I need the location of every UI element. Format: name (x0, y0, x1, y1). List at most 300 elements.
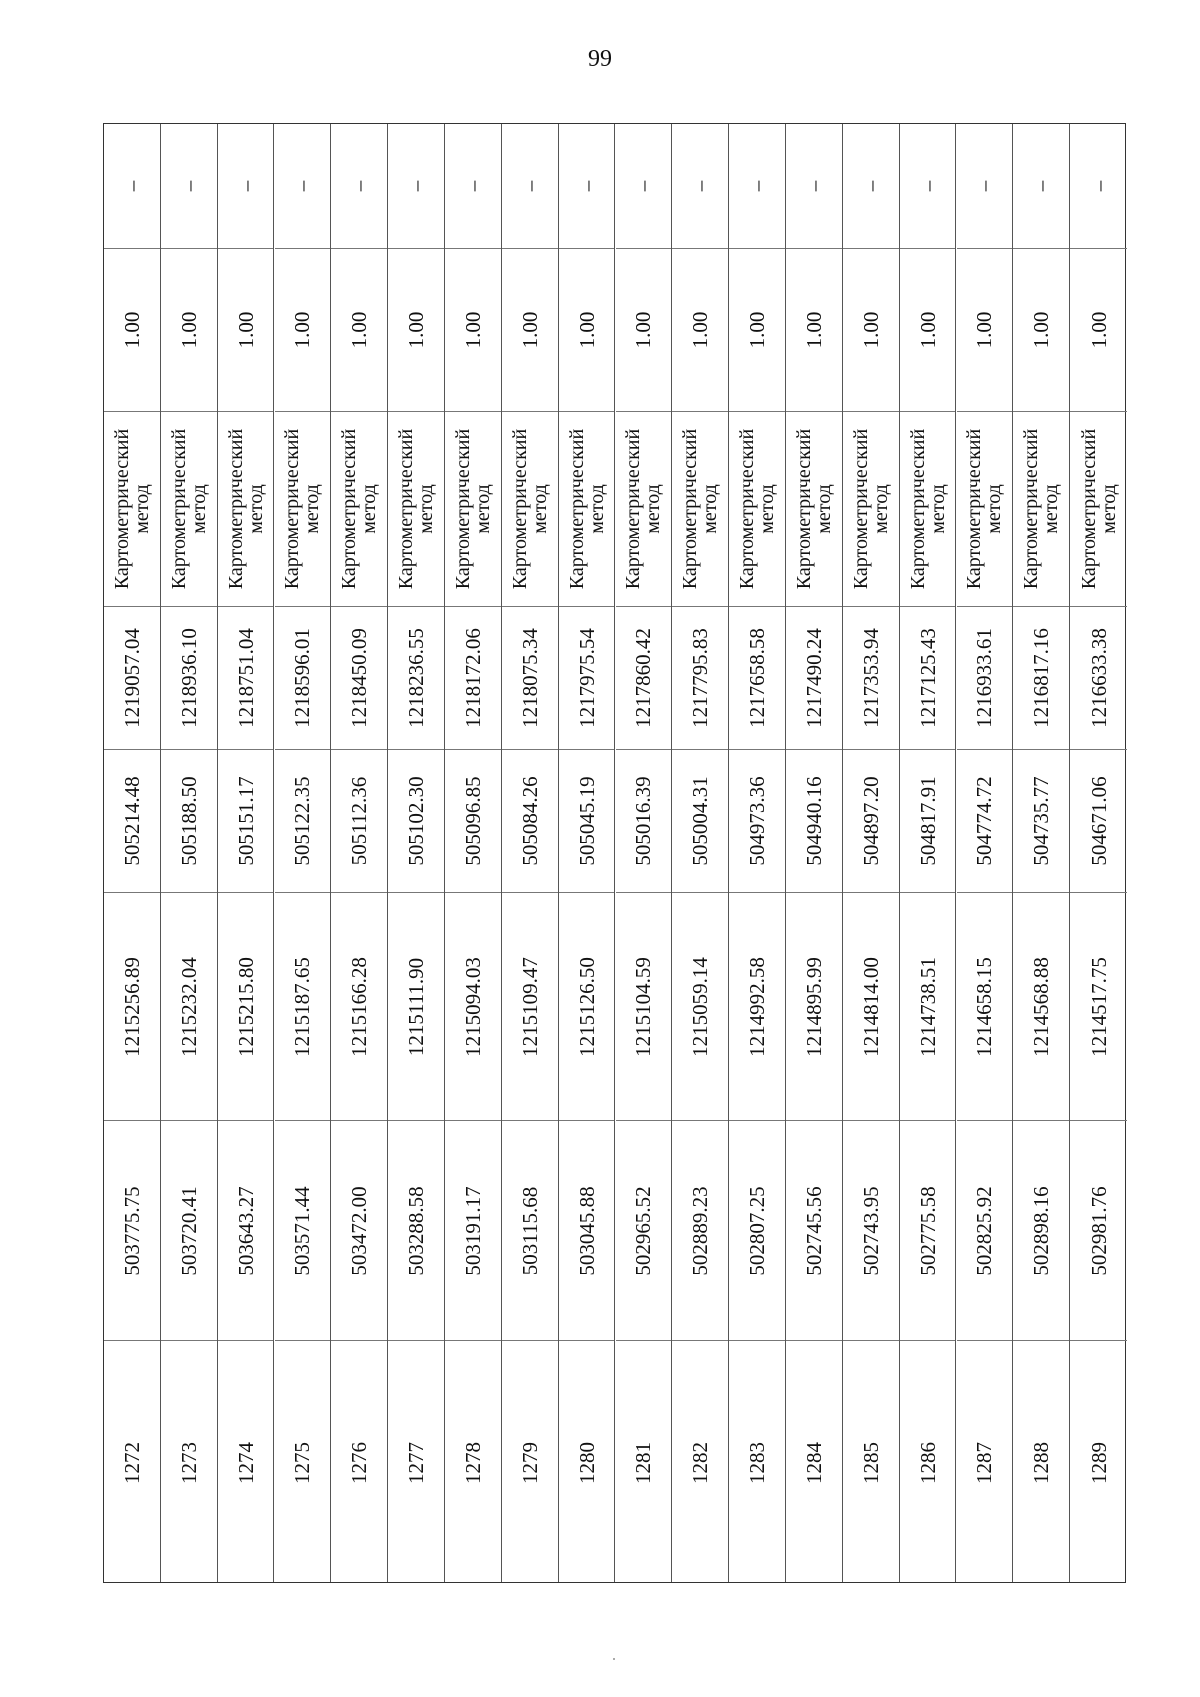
method-text (1021, 429, 1061, 589)
cell-x1-text: 503720.41 (176, 1185, 201, 1276)
cell-point-id-text: 1287 (972, 1441, 997, 1484)
cell-point-id-text: 1286 (915, 1441, 940, 1484)
cell-note (275, 124, 331, 249)
cell-point-id-text: 1273 (176, 1441, 201, 1484)
cell-x1 (1013, 1121, 1069, 1341)
cell-y2-text: 1216933.61 (972, 628, 997, 728)
coordinates-table (103, 123, 1126, 1583)
cell-x2 (502, 750, 558, 893)
cell-accuracy (1070, 249, 1127, 412)
note-dash: – (915, 180, 940, 192)
cell-method (161, 412, 217, 607)
method-text (964, 429, 1004, 589)
cell-method (275, 412, 331, 607)
method-text (339, 429, 379, 589)
cell-x1-text: 502743.95 (858, 1185, 883, 1276)
cell-x1-text: 503472.00 (347, 1185, 372, 1276)
table-row (843, 124, 900, 1582)
method-line-2: метод (983, 484, 1006, 534)
cell-x1-text: 502965.52 (631, 1185, 656, 1276)
note-dash: – (347, 180, 372, 192)
cell-y2-text: 1218936.10 (176, 628, 201, 728)
cell-x1-text: 502775.58 (915, 1185, 940, 1276)
cell-accuracy-text: 1.00 (858, 311, 883, 349)
cell-x2 (957, 750, 1013, 893)
cell-accuracy-text: 1.00 (915, 311, 940, 349)
cell-accuracy-text: 1.00 (801, 311, 826, 349)
table-row (445, 124, 502, 1582)
cell-method (729, 412, 785, 607)
cell-accuracy (218, 249, 274, 412)
table-row (900, 124, 957, 1582)
cell-y2 (900, 607, 956, 750)
note-dash: – (460, 180, 485, 192)
note-dash: – (290, 180, 315, 192)
cell-x1 (445, 1121, 501, 1341)
cell-point-id (331, 1341, 387, 1584)
cell-x2-text: 504735.77 (1029, 776, 1054, 866)
cell-x2-text: 505151.17 (233, 776, 258, 866)
cell-point-id (445, 1341, 501, 1584)
method-line-1: Картометрический (338, 428, 361, 590)
method-line-2: метод (415, 484, 438, 534)
cell-point-id (843, 1341, 899, 1584)
cell-x1 (729, 1121, 785, 1341)
table-row (502, 124, 559, 1582)
cell-x2 (218, 750, 274, 893)
cell-method (1070, 412, 1127, 607)
method-line-2: метод (585, 484, 608, 534)
cell-note (957, 124, 1013, 249)
cell-y2-text: 1217490.24 (801, 628, 826, 728)
table-row (672, 124, 729, 1582)
cell-y2 (786, 607, 842, 750)
cell-y2 (729, 607, 785, 750)
cell-accuracy-text: 1.00 (972, 311, 997, 349)
cell-y2-text: 1217125.43 (915, 628, 940, 728)
cell-accuracy (786, 249, 842, 412)
cell-y2-text: 1219057.04 (119, 628, 144, 728)
cell-point-id (900, 1341, 956, 1584)
cell-x1-text: 503775.75 (119, 1185, 144, 1276)
cell-note (502, 124, 558, 249)
method-line-1: Картометрический (906, 428, 929, 590)
cell-x1 (1070, 1121, 1127, 1341)
cell-note (559, 124, 615, 249)
cell-note (786, 124, 842, 249)
method-text (226, 429, 266, 589)
cell-y1-text: 1215111.90 (404, 957, 429, 1056)
method-text (453, 429, 493, 589)
cell-x1 (616, 1121, 672, 1341)
method-line-1: Картометрический (1077, 428, 1100, 590)
method-line-1: Картометрический (565, 428, 588, 590)
method-text (680, 429, 720, 589)
method-text (567, 429, 607, 589)
method-text (737, 429, 777, 589)
cell-x2-text: 504671.06 (1086, 776, 1111, 866)
cell-x1 (331, 1121, 387, 1341)
cell-y2 (104, 607, 160, 750)
cell-x1 (957, 1121, 1013, 1341)
method-line-2: метод (642, 484, 665, 534)
cell-x2 (559, 750, 615, 893)
cell-note (161, 124, 217, 249)
table-row (161, 124, 218, 1582)
cell-x2-text: 505004.31 (688, 776, 713, 866)
cell-accuracy (900, 249, 956, 412)
cell-y2-text: 1218075.34 (517, 628, 542, 728)
table-row (1013, 124, 1070, 1582)
cell-y1-text: 1215187.65 (290, 956, 315, 1057)
cell-accuracy (445, 249, 501, 412)
cell-x2 (1070, 750, 1127, 893)
cell-x2 (104, 750, 160, 893)
cell-x1 (218, 1121, 274, 1341)
cell-y1-text: 1214814.00 (858, 956, 883, 1057)
cell-accuracy-text: 1.00 (1029, 311, 1054, 349)
cell-note (1070, 124, 1127, 249)
cell-y1-text: 1215166.28 (347, 956, 372, 1057)
cell-point-id-text: 1281 (631, 1441, 656, 1484)
note-dash: – (801, 180, 826, 192)
method-line-1: Картометрический (110, 428, 133, 590)
cell-y1-text: 1214568.88 (1029, 956, 1054, 1057)
cell-method (218, 412, 274, 607)
cell-accuracy-text: 1.00 (688, 311, 713, 349)
cell-accuracy (559, 249, 615, 412)
cell-y2 (843, 607, 899, 750)
method-text (908, 429, 948, 589)
cell-point-id-text: 1279 (517, 1441, 542, 1484)
cell-y2 (1070, 607, 1127, 750)
cell-x2-text: 505188.50 (176, 776, 201, 866)
cell-x1-text: 503288.58 (404, 1185, 429, 1276)
method-line-2: метод (528, 484, 551, 534)
cell-x1-text: 503571.44 (290, 1185, 315, 1276)
cell-note (729, 124, 785, 249)
cell-note (218, 124, 274, 249)
cell-x2 (331, 750, 387, 893)
cell-y1 (1013, 893, 1069, 1121)
page-number: 99 (588, 46, 612, 72)
cell-accuracy-text: 1.00 (574, 311, 599, 349)
method-line-2: метод (926, 484, 949, 534)
cell-y2 (275, 607, 331, 750)
cell-accuracy (388, 249, 444, 412)
cell-accuracy (672, 249, 728, 412)
cell-x1-text: 503191.17 (460, 1185, 485, 1276)
note-dash: – (176, 180, 201, 192)
cell-y1 (502, 893, 558, 1121)
cell-x1 (843, 1121, 899, 1341)
cell-method (559, 412, 615, 607)
cell-accuracy (502, 249, 558, 412)
cell-y1 (957, 893, 1013, 1121)
cell-x1 (502, 1121, 558, 1341)
cell-note (445, 124, 501, 249)
cell-x2 (388, 750, 444, 893)
note-dash: – (745, 180, 770, 192)
cell-y2 (1013, 607, 1069, 750)
method-text (169, 429, 209, 589)
cell-y1 (445, 893, 501, 1121)
table-row (729, 124, 786, 1582)
cell-accuracy-text: 1.00 (176, 311, 201, 349)
method-line-2: метод (1097, 484, 1120, 534)
cell-y2-text: 1218751.04 (233, 628, 258, 728)
cell-point-id (616, 1341, 672, 1584)
cell-x2-text: 504973.36 (745, 776, 770, 866)
cell-y2 (388, 607, 444, 750)
cell-y2-text: 1217658.58 (745, 628, 770, 728)
cell-x1 (900, 1121, 956, 1341)
cell-y1-text: 1215104.59 (631, 956, 656, 1057)
cell-x2 (275, 750, 331, 893)
cell-method (1013, 412, 1069, 607)
cell-point-id-text: 1289 (1086, 1441, 1111, 1484)
table-row (104, 124, 161, 1582)
cell-y2-text: 1218596.01 (290, 628, 315, 728)
cell-note (900, 124, 956, 249)
cell-note (672, 124, 728, 249)
cell-y2 (445, 607, 501, 750)
cell-note (388, 124, 444, 249)
cell-note (331, 124, 387, 249)
cell-x1-text: 503045.88 (574, 1185, 599, 1276)
cell-point-id-text: 1282 (688, 1441, 713, 1484)
cell-x2 (161, 750, 217, 893)
method-line-1: Картометрический (963, 428, 986, 590)
cell-accuracy (161, 249, 217, 412)
note-dash: – (517, 180, 542, 192)
cell-y2 (218, 607, 274, 750)
method-line-1: Картометрический (167, 428, 190, 590)
cell-y2-text: 1217353.94 (858, 628, 883, 728)
cell-method (957, 412, 1013, 607)
cell-y2-text: 1218172.06 (460, 628, 485, 728)
cell-y2 (502, 607, 558, 750)
method-line-1: Картометрический (622, 428, 645, 590)
cell-y1-text: 1215215.80 (233, 956, 258, 1057)
cell-accuracy-text: 1.00 (119, 311, 144, 349)
method-line-2: метод (130, 484, 153, 534)
cell-accuracy-text: 1.00 (517, 311, 542, 349)
method-line-1: Картометрический (508, 428, 531, 590)
cell-point-id (502, 1341, 558, 1584)
cell-point-id-text: 1285 (858, 1441, 883, 1484)
method-line-1: Картометрический (1020, 428, 1043, 590)
cell-y1-text: 1214992.58 (745, 956, 770, 1057)
cell-y1 (218, 893, 274, 1121)
cell-method (843, 412, 899, 607)
method-line-1: Картометрический (736, 428, 759, 590)
cell-accuracy (729, 249, 785, 412)
cell-point-id-text: 1276 (347, 1441, 372, 1484)
method-line-2: метод (812, 484, 835, 534)
cell-method (786, 412, 842, 607)
cell-accuracy (104, 249, 160, 412)
cell-y2-text: 1217795.83 (688, 628, 713, 728)
cell-point-id-text: 1275 (290, 1441, 315, 1484)
cell-y1 (843, 893, 899, 1121)
cell-accuracy-text: 1.00 (631, 311, 656, 349)
cell-x1 (786, 1121, 842, 1341)
note-dash: – (688, 180, 713, 192)
cell-y1 (616, 893, 672, 1121)
cell-x1 (275, 1121, 331, 1341)
cell-point-id-text: 1272 (119, 1441, 144, 1484)
cell-y1-text: 1214738.51 (915, 956, 940, 1057)
cell-y1 (900, 893, 956, 1121)
cell-method (502, 412, 558, 607)
cell-x2 (729, 750, 785, 893)
method-line-2: метод (187, 484, 210, 534)
cell-x2-text: 505084.26 (517, 776, 542, 866)
cell-x1 (104, 1121, 160, 1341)
method-line-2: метод (471, 484, 494, 534)
table-row (957, 124, 1014, 1582)
method-line-2: метод (699, 484, 722, 534)
cell-x2-text: 505045.19 (574, 776, 599, 866)
table-row (388, 124, 445, 1582)
cell-x2-text: 505214.48 (119, 776, 144, 866)
cell-y1-text: 1215059.14 (688, 956, 713, 1057)
cell-x2 (672, 750, 728, 893)
cell-point-id-text: 1280 (574, 1441, 599, 1484)
note-dash: – (574, 180, 599, 192)
cell-y1 (559, 893, 615, 1121)
method-line-1: Картометрический (679, 428, 702, 590)
cell-accuracy-text: 1.00 (347, 311, 372, 349)
note-dash: – (1086, 180, 1111, 192)
note-dash: – (972, 180, 997, 192)
method-line-2: метод (301, 484, 324, 534)
table-row (331, 124, 388, 1582)
method-line-2: метод (1040, 484, 1063, 534)
cell-point-id (559, 1341, 615, 1584)
cell-x2-text: 504940.16 (801, 776, 826, 866)
cell-y1 (729, 893, 785, 1121)
cell-accuracy (331, 249, 387, 412)
cell-x1-text: 502898.16 (1029, 1185, 1054, 1276)
cell-y2 (616, 607, 672, 750)
cell-y1 (161, 893, 217, 1121)
cell-point-id (161, 1341, 217, 1584)
cell-y2-text: 1216817.16 (1029, 628, 1054, 728)
cell-point-id (786, 1341, 842, 1584)
cell-x1 (388, 1121, 444, 1341)
cell-y2 (161, 607, 217, 750)
cell-x2-text: 505122.35 (290, 776, 315, 866)
cell-x2-text: 505112.36 (347, 776, 372, 866)
cell-y2-text: 1217975.54 (574, 628, 599, 728)
note-dash: – (858, 180, 883, 192)
method-line-1: Картометрический (451, 428, 474, 590)
method-line-1: Картометрический (792, 428, 815, 590)
cell-x2-text: 504897.20 (858, 776, 883, 866)
table-row (275, 124, 332, 1582)
method-line-1: Картометрический (849, 428, 872, 590)
table-row (1070, 124, 1127, 1582)
cell-x1-text: 502825.92 (972, 1185, 997, 1276)
cell-accuracy (275, 249, 331, 412)
cell-y2 (331, 607, 387, 750)
cell-y1-text: 1214517.75 (1086, 956, 1111, 1057)
cell-x1-text: 502807.25 (745, 1185, 770, 1276)
cell-x2 (900, 750, 956, 893)
cell-method (331, 412, 387, 607)
cell-method (672, 412, 728, 607)
cell-accuracy-text: 1.00 (1086, 311, 1111, 349)
cell-y1-text: 1215232.04 (176, 956, 201, 1057)
cell-y2-text: 1218236.55 (404, 628, 429, 728)
method-text (396, 429, 436, 589)
method-text (282, 429, 322, 589)
cell-x1 (161, 1121, 217, 1341)
method-text (623, 429, 663, 589)
note-dash: – (631, 180, 656, 192)
cell-y1 (786, 893, 842, 1121)
method-line-2: метод (244, 484, 267, 534)
cell-y1 (331, 893, 387, 1121)
cell-point-id-text: 1283 (745, 1441, 770, 1484)
table-row (218, 124, 275, 1582)
cell-point-id (1013, 1341, 1069, 1584)
cell-point-id (1070, 1341, 1127, 1584)
cell-method (900, 412, 956, 607)
method-text (851, 429, 891, 589)
cell-accuracy (957, 249, 1013, 412)
cell-x1-text: 502981.76 (1086, 1185, 1111, 1276)
cell-method (445, 412, 501, 607)
cell-note (616, 124, 672, 249)
method-text (112, 429, 152, 589)
cell-x2-text: 505016.39 (631, 776, 656, 866)
cell-x1-text: 503115.68 (517, 1186, 542, 1275)
cell-x1 (559, 1121, 615, 1341)
cell-accuracy (843, 249, 899, 412)
cell-y1-text: 1215109.47 (517, 956, 542, 1057)
method-line-2: метод (756, 484, 779, 534)
cell-accuracy-text: 1.00 (404, 311, 429, 349)
cell-point-id (218, 1341, 274, 1584)
cell-y2 (559, 607, 615, 750)
cell-x2 (445, 750, 501, 893)
cell-accuracy-text: 1.00 (290, 311, 315, 349)
method-line-2: метод (358, 484, 381, 534)
cell-y1 (1070, 893, 1127, 1121)
cell-x2-text: 505096.85 (460, 776, 485, 866)
cell-y1 (388, 893, 444, 1121)
method-line-1: Картометрический (395, 428, 418, 590)
cell-x2 (1013, 750, 1069, 893)
cell-point-id-text: 1274 (233, 1441, 258, 1484)
cell-point-id (104, 1341, 160, 1584)
cell-method (104, 412, 160, 607)
cell-y1 (275, 893, 331, 1121)
cell-y1-text: 1215094.03 (460, 956, 485, 1057)
method-text (794, 429, 834, 589)
cell-x2-text: 505102.30 (404, 776, 429, 866)
cell-note (104, 124, 160, 249)
cell-y1-text: 1214658.15 (972, 956, 997, 1057)
cell-y2 (957, 607, 1013, 750)
cell-note (1013, 124, 1069, 249)
cell-x2 (616, 750, 672, 893)
scan-speck (613, 1658, 615, 1660)
cell-accuracy-text: 1.00 (745, 311, 770, 349)
